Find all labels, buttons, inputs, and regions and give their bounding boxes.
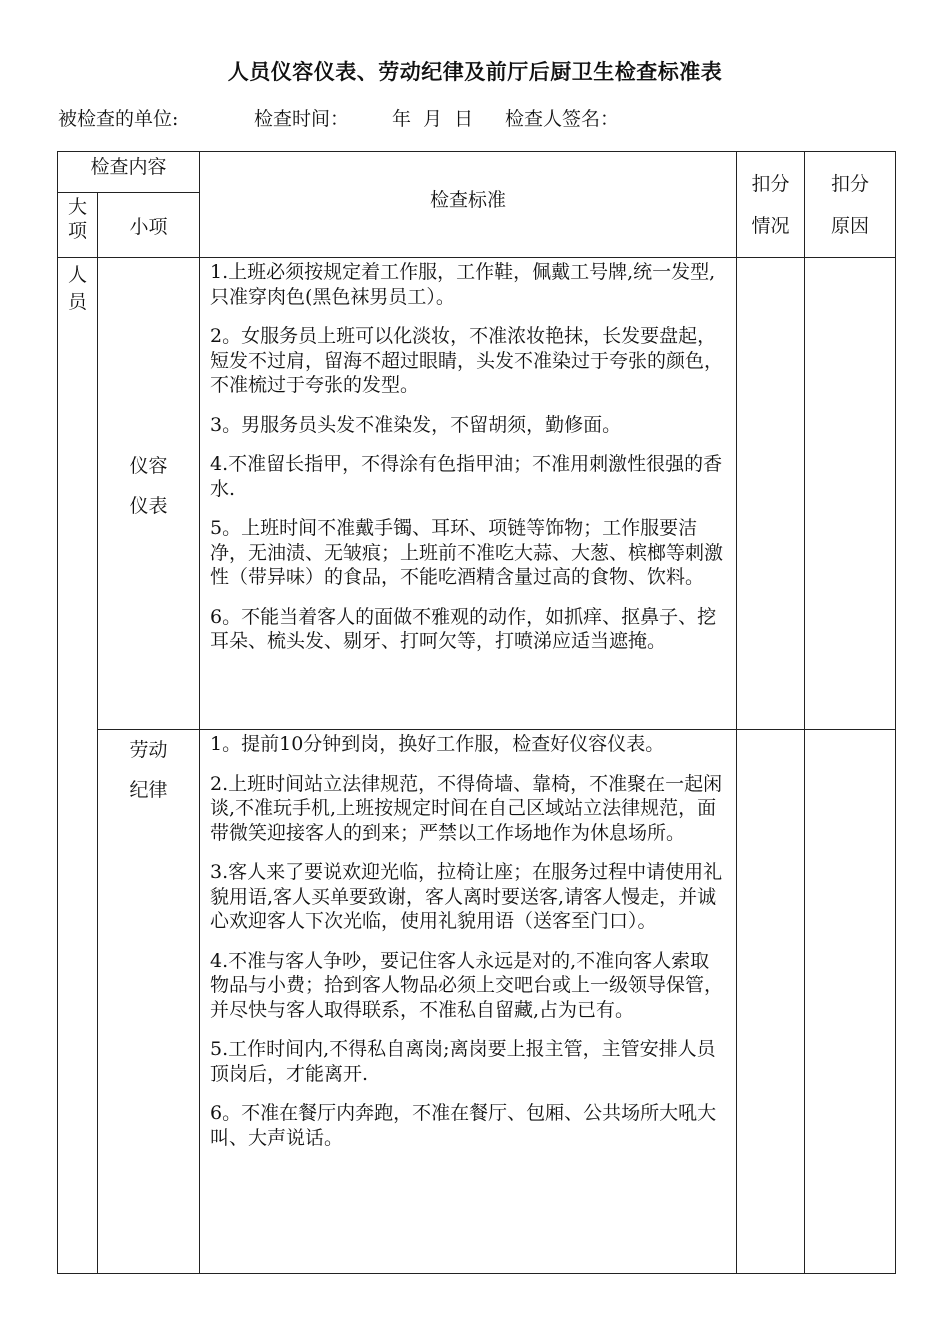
header-check-content-cell: [58, 152, 200, 193]
inspector-signature-label: 检查人签名：: [505, 108, 620, 130]
header-subitem-cell: [98, 193, 200, 258]
header-check-content: 检查内容: [90, 156, 167, 178]
deduction-status-cell-appearance[interactable]: [737, 258, 805, 730]
deduction-reason-cell-appearance[interactable]: [805, 258, 896, 730]
inspection-date-label: 年 月 日: [392, 108, 474, 130]
inspection-standard-table: [57, 151, 896, 1274]
inspected-unit-label: 被检查的单位:: [58, 108, 179, 130]
section-row-discipline: [58, 730, 896, 1274]
header-check-standard: 检查标准: [430, 189, 507, 211]
header-standard-cell: [200, 152, 737, 258]
standard-item: 4.不准与客人争吵，要记住客人永远是对的,不准向客人索取物品与小费；拾到客人物品必须上交吧台或上一级领导保管，并尽快与客人取得联系，不准私自留藏,占为已有。: [210, 949, 724, 1021]
standard-cell-appearance: [200, 258, 737, 730]
deduction-status-cell-discipline[interactable]: [737, 730, 805, 1274]
subitem-cell-discipline: [98, 730, 200, 1274]
standard-item: 6。不准在餐厅内奔跑，不准在餐厅、包厢、公共场所大吼大叫、大声说话。: [210, 1102, 717, 1149]
standard-item: 1.上班必须按规定着工作服，工作鞋，佩戴工号牌,统一发型,只准穿肉色(黑色袜男员工）。: [210, 261, 716, 308]
standard-item: 2.上班时间站立法律规范，不得倚墙、靠椅，不准聚在一起闲谈,不准玩手机,上班按规定时间在自己区域站立法律规范，面带微笑迎接客人的到来；严禁以工作场地作为休息场所。: [210, 772, 723, 844]
document-title: 人员仪容仪表、劳动纪律及前厅后厨卫生检查标准表: [227, 59, 723, 84]
standard-item: 1。提前10分钟到岗，换好工作服，检查好仪容仪表。: [210, 733, 665, 755]
standard-item: 3.客人来了要说欢迎光临，拉椅让座；在服务过程中请使用礼貌用语,客人买单要致谢，客人离时要送客,请客人慢走，并诚心欢迎客人下次光临，使用礼貌用语（送客至门口）。: [210, 861, 723, 932]
header-category-cell: [58, 193, 98, 258]
standard-item: 5.工作时间内,不得私自离岗;离岗要上报主管，主管安排人员顶岗后，才能离开.: [210, 1038, 716, 1085]
header-row-1: [58, 152, 896, 193]
inspection-time-label: 检查时间：: [254, 108, 350, 130]
header-subitem: 小项: [129, 215, 168, 238]
standard-item: 6。不能当着客人的面做不雅观的动作，如抓痒、抠鼻子、挖耳朵、梳头发、剔牙、打呵欠等，打喷涕应适当遮掩。: [210, 605, 717, 652]
standard-item: 4.不准留长指甲，不得涂有色指甲油；不准用刺激性很强的香水.: [210, 453, 723, 500]
standard-item: 5。上班时间不准戴手镯、耳环、项链等饰物；工作服要洁净，无油渍、无皱痕；上班前不准吃大蒜、大葱、槟榔等刺激性（带异味）的食品，不能吃酒精含量过高的食物、饮料。: [210, 517, 724, 588]
header-deduction-reason-cell: [805, 152, 896, 258]
section-row-appearance: [58, 258, 896, 730]
standard-item: 3。男服务员头发不准染发，不留胡须，勤修面。: [210, 413, 622, 436]
subitem-cell-appearance: [98, 258, 200, 730]
header-deduction-status: 扣分情况: [751, 172, 790, 237]
category-label: 人员: [67, 264, 87, 313]
subitem-label-discipline: 劳动纪律: [129, 739, 168, 801]
header-category: 大项: [67, 196, 87, 242]
standard-item: 2。女服务员上班可以化淡妆，不准浓妆艳抹，长发要盘起，短发不过肩，留海不超过眼睛，头发不准染过于夸张的颜色，不准梳过于夸张的发型。: [210, 325, 724, 396]
header-deduction-reason: 扣分原因: [831, 172, 870, 237]
subitem-label-appearance: 仪容仪表: [129, 455, 168, 517]
standard-cell-discipline: [200, 730, 737, 1274]
inspection-meta-line: [58, 104, 619, 131]
deduction-reason-cell-discipline[interactable]: [805, 730, 896, 1274]
header-deduction-status-cell: [737, 152, 805, 258]
category-cell: [58, 258, 98, 1274]
